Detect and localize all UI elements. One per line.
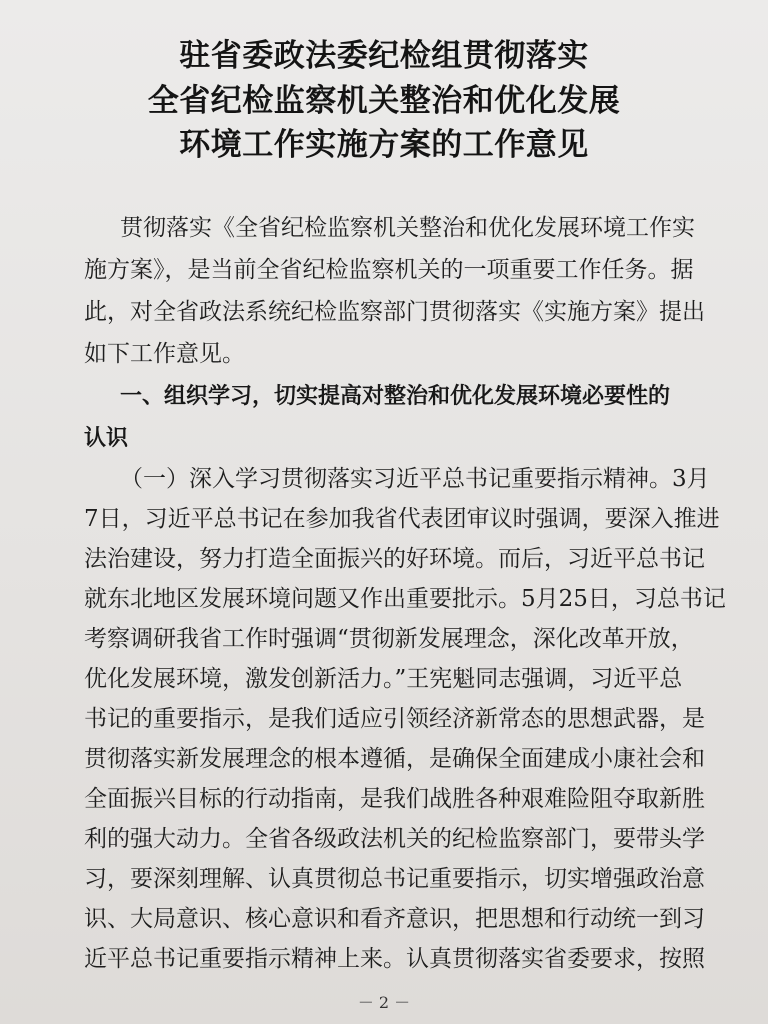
page-number: － 2 －	[357, 993, 411, 1012]
intro-line-3: 此，对全省政法系统纪检监察部门贯彻落实《实施方案》提出	[84, 299, 705, 325]
intro-line-1: 贯彻落实《全省纪检监察机关整治和优化发展环境工作实	[120, 215, 695, 241]
intro-line-4: 如下工作意见。	[84, 341, 245, 367]
subsection-1-line-3: 法治建设，努力打造全面振兴的好环境。而后，习近平总书记	[84, 546, 705, 572]
subsection-1-line-12: 识、大局意识、核心意识和看齐意识，把思想和行动统一到习	[84, 906, 705, 932]
intro-line-2: 施方案》，是当前全省纪检监察机关的一项重要工作任务。据	[84, 257, 694, 283]
subsection-1-line-1: （一）深入学习贯彻落实习近平总书记重要指示精神。3月	[120, 466, 710, 492]
subsection-1-line-10: 利的强大动力。全省各级政法机关的纪检监察部门，要带头学	[84, 826, 705, 852]
subsection-1-line-13: 近平总书记重要指示精神上来。认真贯彻落实省委要求，按照	[84, 946, 705, 972]
subsection-1-line-5: 考察调研我省工作时强调“贯彻新发展理念，深化改革开放，	[84, 626, 694, 652]
subsection-1-line-11: 习，要深刻理解、认真贯彻总书记重要指示，切实增强政治意	[84, 866, 705, 892]
document-title-line-1: 驻省委政法委纪检组贯彻落实	[179, 38, 589, 74]
subsection-1-line-6: 优化发展环境，激发创新活力。”王宪魁同志强调，习近平总	[84, 666, 683, 692]
document-title-line-3: 环境工作实施方案的工作意见	[179, 127, 589, 163]
subsection-1-line-2: 7日，习近平总书记在参加我省代表团审议时强调，要深入推进	[84, 506, 720, 532]
section-1-heading-line-2: 认识	[84, 426, 129, 451]
subsection-1-line-9: 全面振兴目标的行动指南，是我们战胜各种艰难险阻夺取新胜	[84, 786, 705, 812]
subsection-1-line-4: 就东北地区发展环境问题又作出重要批示。5月25日，习总书记	[84, 586, 726, 612]
document-title-line-2: 全省纪检监察机关整治和优化发展	[147, 83, 621, 119]
section-1-heading-line-1: 一、组织学习，切实提高对整治和优化发展环境必要性的	[120, 384, 671, 409]
subsection-1-line-8: 贯彻落实新发展理念的根本遵循，是确保全面建成小康社会和	[84, 746, 705, 772]
subsection-1-line-7: 书记的重要指示，是我们适应引领经济新常态的思想武器，是	[84, 706, 705, 732]
